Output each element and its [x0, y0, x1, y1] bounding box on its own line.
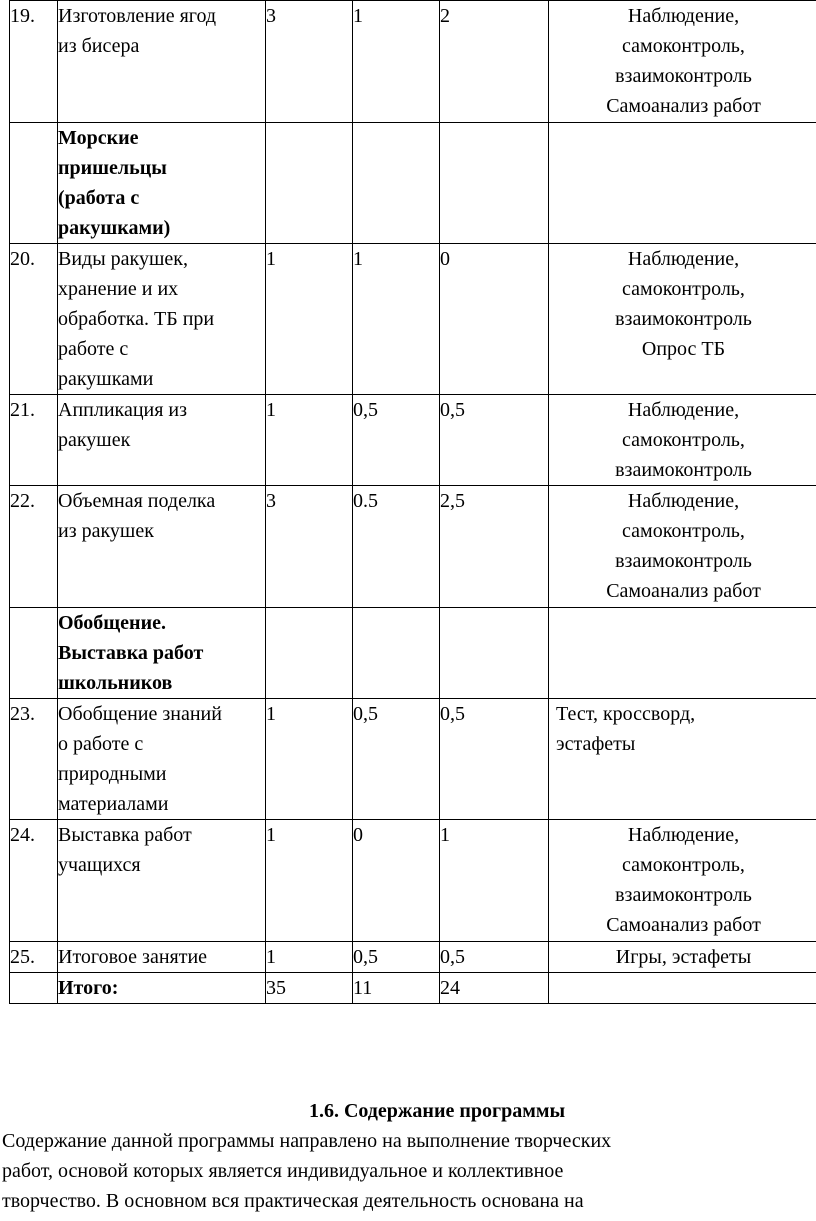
section-row [10, 123, 816, 244]
control-form-cell [549, 244, 816, 395]
table-row [10, 820, 816, 942]
content-paragraph [2, 1126, 802, 1216]
control-form-cell [549, 942, 816, 973]
topic-cell [58, 395, 266, 486]
total-hours-cell: 1 [266, 942, 353, 973]
control-form-line: Самоанализ работ [606, 95, 761, 117]
section-title-line: школьников [58, 672, 173, 694]
section-row [10, 608, 816, 699]
topic-line: из ракушек [58, 520, 154, 542]
paragraph-line: работ, основой которых является индивидуальное и коллективное [2, 1160, 564, 1182]
topic-line: Выставка работ [58, 824, 192, 846]
topic-line: природными [58, 763, 167, 785]
row-number-cell [10, 608, 58, 699]
curriculum-table [9, 0, 816, 1004]
control-form-cell [549, 820, 816, 942]
topic-cell [58, 699, 266, 820]
control-form-line: взаимоконтроль [615, 550, 752, 572]
paragraph-line: творчество. В основном вся практическая деятельность основана на [2, 1190, 584, 1212]
control-form-line: Наблюдение, [627, 399, 740, 421]
theory-hours-cell: 0 [353, 820, 440, 942]
table-row [10, 244, 816, 395]
table-row [10, 942, 816, 973]
total-row [10, 973, 816, 1004]
theory-hours-cell: 1 [353, 244, 440, 395]
control-form-line: самоконтроль, [622, 35, 745, 57]
topic-line: Итоговое занятие [58, 946, 208, 968]
topic-line: Объемная поделка [58, 490, 216, 512]
practice-hours-cell: 0,5 [440, 699, 549, 820]
section-title-line: Морские [58, 127, 139, 149]
practice-hours-cell [440, 123, 549, 244]
total-hours-cell [266, 608, 353, 699]
total-hours-cell: 1 [266, 699, 353, 820]
table-row [10, 395, 816, 486]
topic-line: материалами [58, 793, 169, 815]
topic-line: о работе с [58, 733, 144, 755]
theory-hours-cell: 0.5 [353, 486, 440, 608]
row-number-cell: 21. [10, 395, 58, 486]
practice-hours-cell: 0 [440, 244, 549, 395]
topic-cell [58, 486, 266, 608]
paragraph-line: Содержание данной программы направлено на выполнение творческих [2, 1130, 612, 1152]
practice-hours-cell: 1 [440, 820, 549, 942]
control-form-line: самоконтроль, [622, 520, 745, 542]
practice-hours-cell: 0,5 [440, 395, 549, 486]
topic-line: Аппликация из [58, 399, 188, 421]
control-form-line: взаимоконтроль [615, 308, 752, 330]
control-form-cell [549, 123, 816, 244]
curriculum-table-body [10, 1, 816, 1004]
row-number-cell [10, 123, 58, 244]
control-form-cell [549, 699, 816, 820]
section-title-line: Обобщение. [58, 612, 166, 634]
control-form-line: Игры, эстафеты [615, 946, 752, 968]
control-form-line: Самоанализ работ [606, 580, 761, 602]
control-form-line: самоконтроль, [622, 854, 745, 876]
control-form-line: Тест, кроссворд, [556, 703, 696, 725]
control-form-line: самоконтроль, [622, 429, 745, 451]
practice-hours-cell: 24 [440, 973, 549, 1004]
control-form-cell [549, 608, 816, 699]
topic-line: Обобщение знаний [58, 703, 222, 725]
control-form-cell [549, 973, 816, 1004]
row-number-cell [10, 973, 58, 1004]
table-row [10, 486, 816, 608]
section-title-line: пришельцы [58, 157, 167, 179]
table-row [10, 1, 816, 123]
row-number-cell: 25. [10, 942, 58, 973]
control-form-line: Наблюдение, [627, 824, 740, 846]
topic-line: хранение и их [58, 278, 179, 300]
control-form-cell [549, 486, 816, 608]
practice-hours-cell: 2 [440, 1, 549, 123]
control-form-line: самоконтроль, [622, 278, 745, 300]
section-title-line: Выставка работ [58, 642, 204, 664]
section-title-cell [58, 123, 266, 244]
control-form-line: Наблюдение, [627, 5, 740, 27]
total-hours-cell: 3 [266, 486, 353, 608]
practice-hours-cell: 0,5 [440, 942, 549, 973]
section-title-line: ракушками) [58, 217, 171, 239]
table-row [10, 699, 816, 820]
topic-cell [58, 244, 266, 395]
section-title-line: (работа с [58, 187, 140, 209]
total-hours-cell: 3 [266, 1, 353, 123]
control-form-line: взаимоконтроль [615, 65, 752, 87]
topic-line: ракушек [58, 429, 131, 451]
topic-line: из бисера [58, 35, 140, 57]
topic-cell [58, 820, 266, 942]
control-form-cell [549, 395, 816, 486]
control-form-line: Наблюдение, [627, 490, 740, 512]
row-number-cell: 20. [10, 244, 58, 395]
topic-line: ракушками [58, 368, 154, 390]
topic-line: работе с [58, 338, 129, 360]
theory-hours-cell [353, 608, 440, 699]
control-form-line: взаимоконтроль [615, 884, 752, 906]
row-number-cell: 22. [10, 486, 58, 608]
row-number-cell: 24. [10, 820, 58, 942]
topic-cell [58, 942, 266, 973]
topic-line: учащихся [58, 854, 141, 876]
control-form-line: Наблюдение, [627, 248, 740, 270]
theory-hours-cell: 0,5 [353, 942, 440, 973]
section-title-cell [58, 608, 266, 699]
theory-hours-cell: 0,5 [353, 699, 440, 820]
total-hours-cell: 1 [266, 244, 353, 395]
theory-hours-cell [353, 123, 440, 244]
theory-hours-cell: 0,5 [353, 395, 440, 486]
practice-hours-cell: 2,5 [440, 486, 549, 608]
topic-line: Изготовление ягод [58, 5, 217, 27]
topic-cell [58, 1, 266, 123]
total-label-cell [58, 973, 266, 1004]
total-hours-cell: 35 [266, 973, 353, 1004]
total-hours-cell: 1 [266, 395, 353, 486]
row-number-cell: 23. [10, 699, 58, 820]
control-form-line: Опрос ТБ [641, 338, 726, 360]
control-form-cell [549, 1, 816, 123]
control-form-line: взаимоконтроль [615, 459, 752, 481]
total-hours-cell [266, 123, 353, 244]
practice-hours-cell [440, 608, 549, 699]
total-label: Итого: [58, 977, 119, 999]
total-hours-cell: 1 [266, 820, 353, 942]
section-heading: 1.6. Содержание программы [308, 1100, 566, 1122]
theory-hours-cell: 11 [353, 973, 440, 1004]
topic-line: обработка. ТБ при [58, 308, 215, 330]
control-form-line: Самоанализ работ [606, 914, 761, 936]
control-form-line: эстафеты [556, 733, 636, 755]
row-number-cell: 19. [10, 1, 58, 123]
topic-line: Виды ракушек, [58, 248, 188, 270]
theory-hours-cell: 1 [353, 1, 440, 123]
